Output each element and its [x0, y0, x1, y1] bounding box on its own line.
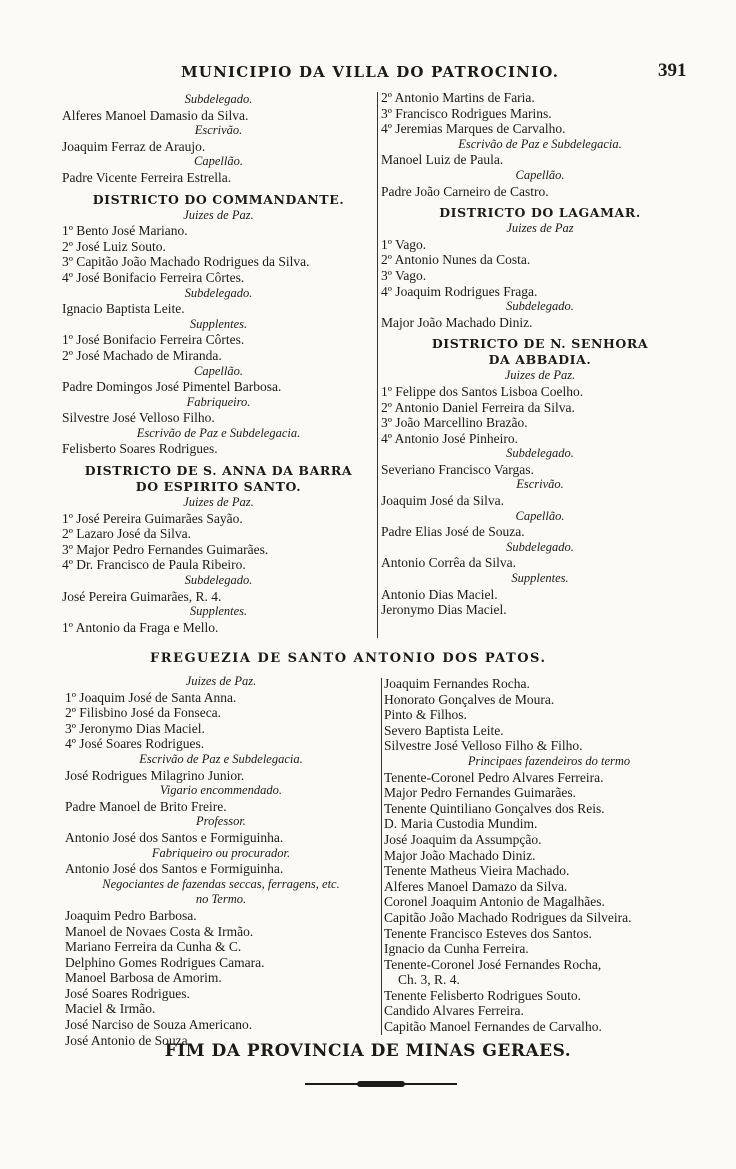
entry-line: José Joaquim da Assumpção.	[384, 831, 542, 847]
entry-line: 4º Jeremias Marques de Carvalho.	[381, 121, 566, 137]
entry-line: 1º José Pereira Guimarães Sayão.	[62, 510, 243, 526]
role-heading: Capellão.	[515, 508, 565, 523]
page-header	[0, 60, 736, 84]
entry-line: Capitão João Machado Rodrigues da Silveira.	[384, 909, 632, 925]
entry-line: Felisberto Soares Rodrigues.	[62, 441, 218, 457]
role-heading: Subdelegado.	[184, 92, 253, 106]
role-heading: Capellão.	[515, 167, 565, 182]
entry-line: Joaquim Pedro Barbosa.	[65, 907, 197, 923]
role-heading: Juizes de Paz.	[504, 368, 576, 383]
entry-line: Tenente-Coronel Pedro Alvares Ferreira.	[384, 769, 604, 785]
role-heading: Principaes fazendeiros do termo	[467, 753, 631, 768]
entry-line: 4º Joaquim Rodrigues Fraga.	[381, 283, 538, 299]
entry-line: Padre Vicente Ferreira Estrella.	[62, 169, 232, 185]
entry-line: Pinto & Filhos.	[384, 707, 467, 723]
entry-line: José Rodrigues Milagrino Junior.	[65, 767, 245, 783]
role-heading: Vigario encommendado.	[160, 783, 282, 798]
ornamental-rule	[305, 1081, 457, 1087]
page-number: 391	[658, 60, 687, 81]
entry-line: 3º João Marcellino Brazão.	[381, 415, 528, 431]
entry-line: Joaquim Fernandes Rocha.	[384, 676, 530, 691]
entry-line: Antonio Corrêa da Silva.	[381, 555, 516, 571]
district-heading: DISTRICTO DE N. SENHORA	[431, 336, 649, 352]
entry-line: 3º Capitão João Machado Rodrigues da Silva.	[62, 254, 310, 270]
role-heading: Supplentes.	[511, 571, 569, 586]
entry-line: Honorato Gonçalves de Moura.	[384, 691, 555, 707]
role-heading: Capellão.	[194, 363, 243, 378]
entry-line: Tenente Felisberto Rodrigues Souto.	[384, 987, 582, 1003]
entry-line: Antonio Dias Maciel.	[381, 586, 498, 602]
role-heading: Escrivão de Paz e Subdelegacia.	[139, 751, 303, 766]
role-heading: Fabriqueiro.	[186, 394, 251, 409]
entry-line: 3º Major Pedro Fernandes Guimarães.	[62, 541, 269, 557]
entry-line: Capitão Manoel Fernandes de Carvalho.	[384, 1019, 602, 1035]
entry-line: 4º José Soares Rodrigues.	[65, 736, 205, 752]
entry-line: José Antonio de Souza.	[65, 1032, 191, 1048]
entry-line: Manoel Barbosa de Amorim.	[65, 970, 222, 986]
entry-line: 3º Jeronymo Dias Maciel.	[65, 720, 205, 736]
entry-line: 3º Francisco Rodrigues Marins.	[381, 105, 552, 121]
entry-line: Mariano Ferreira da Cunha & C.	[65, 939, 242, 955]
entry-line: Delphino Gomes Rodrigues Camara.	[65, 954, 265, 970]
entry-line: José Pereira Guimarães, R. 4.	[62, 588, 222, 604]
entry-line: Major João Machado Diniz.	[381, 314, 533, 330]
entry-line: Antonio José dos Santos e Formiguinha.	[65, 829, 284, 845]
entry-line: 1º Vago.	[381, 236, 427, 252]
ornament-center	[357, 1081, 405, 1087]
entry-line: Alferes Manoel Damazo da Silva.	[384, 878, 568, 894]
entry-line: Manoel Luiz de Paula.	[381, 152, 504, 168]
entry-line: José Soares Rodrigues.	[65, 985, 190, 1001]
page-title: MUNICIPIO DA VILLA DO PATROCINIO.	[181, 63, 560, 81]
role-heading: Subdelegado.	[506, 539, 574, 554]
entry-line: 2º Antonio Nunes da Costa.	[381, 252, 531, 268]
role-heading: Capellão.	[194, 154, 243, 169]
entry-line: Candido Alvares Ferreira.	[384, 1003, 524, 1019]
entry-line: Padre João Carneiro de Castro.	[381, 183, 549, 199]
entry-line: Tenente-Coronel José Fernandes Rocha,	[384, 956, 602, 972]
role-heading: Subdelegado.	[506, 299, 574, 314]
column-divider	[381, 678, 382, 1035]
entry-line: D. Maria Custodia Mundim.	[384, 816, 538, 832]
role-heading: Escrivão de Paz e Subdelegacia.	[458, 136, 622, 151]
role-heading: Subdelegado.	[184, 285, 253, 300]
role-heading: Juizes de Paz	[506, 221, 574, 236]
role-heading: Supplentes.	[189, 316, 248, 331]
district-heading: DISTRICTO DO LAGAMAR.	[439, 205, 641, 221]
entry-line: 4º Dr. Francisco de Paula Ribeiro.	[62, 557, 246, 573]
entry-line: Severiano Francisco Vargas.	[381, 461, 534, 477]
entry-line: 1º Joaquim José de Santa Anna.	[65, 689, 237, 705]
entry-line: Coronel Joaquim Antonio de Magalhães.	[384, 894, 605, 910]
entry-line: 3º Vago.	[381, 267, 427, 283]
entry-line: Severo Baptista Leite.	[384, 722, 504, 738]
entry-line: Alferes Manoel Damasio da Silva.	[62, 107, 249, 123]
entry-line: Ch. 3, R. 4.	[398, 972, 460, 988]
entry-line: 2º José Machado de Miranda.	[62, 347, 222, 363]
entry-line: Jeronymo Dias Maciel.	[381, 602, 507, 618]
entry-line: Antonio José dos Santos e Formiguinha.	[65, 861, 284, 877]
district-heading: DA ABBADIA.	[488, 352, 592, 368]
entry-line: 2º Lazaro José da Silva.	[62, 526, 192, 542]
entry-line: 1º Bento José Mariano.	[62, 223, 188, 239]
entry-line: Tenente Matheus Vieira Machado.	[384, 863, 570, 879]
entry-line: Silvestre José Velloso Filho & Filho.	[384, 738, 583, 754]
role-heading: Juizes de Paz.	[183, 495, 254, 510]
entry-line: José Narciso de Souza Americano.	[65, 1017, 253, 1033]
role-heading: Escrivão.	[194, 123, 243, 138]
role-heading: Supplentes.	[189, 604, 248, 619]
left-column	[62, 92, 375, 635]
entry-line: 1º José Bonifacio Ferreira Côrtes.	[62, 332, 245, 348]
entry-line: Padre Manoel de Brito Freire.	[65, 798, 227, 814]
role-heading: Negociantes de fazendas seccas, ferragens, etc.	[102, 876, 340, 891]
district-heading: DISTRICTO DO COMMANDANTE.	[92, 191, 345, 207]
parish-left-column	[65, 674, 377, 1048]
entry-line: Tenente Francisco Esteves dos Santos.	[384, 925, 592, 941]
entry-line: Manoel de Novaes Costa & Irmão.	[65, 923, 254, 939]
entry-line: Tenente Quintiliano Gonçalves dos Reis.	[384, 800, 605, 816]
parish-title: FREGUEZIA DE SANTO ANTONIO DOS PATOS.	[150, 651, 547, 666]
entry-line: Padre Domingos José Pimentel Barbosa.	[62, 379, 282, 395]
role-heading: Escrivão.	[516, 477, 564, 492]
entry-line: 2º Antonio Martins de Faria.	[381, 90, 535, 105]
entry-line: Ignacio da Cunha Ferreira.	[384, 941, 529, 957]
entry-line: Joaquim José da Silva.	[381, 493, 504, 509]
entry-line: Ignacio Baptista Leite.	[62, 301, 185, 317]
role-heading: Professor.	[196, 814, 246, 829]
entry-line: 1º Antonio da Fraga e Mello.	[62, 619, 219, 635]
district-heading: DISTRICTO DE S. ANNA DA BARRA	[84, 463, 353, 479]
parish-right-column	[384, 676, 714, 1035]
entry-line: 2º José Luiz Souto.	[62, 238, 166, 254]
entry-line: 4º José Bonifacio Ferreira Côrtes.	[62, 269, 245, 285]
entry-line: Major Pedro Fernandes Guimarães.	[384, 785, 576, 801]
entry-line: Major João Machado Diniz.	[384, 847, 536, 863]
role-heading: Fabriqueiro ou procurador.	[151, 845, 291, 860]
entry-line: 4º Antonio José Pinheiro.	[381, 430, 518, 446]
role-heading: Juizes de Paz.	[183, 207, 254, 222]
entry-line: Silvestre José Velloso Filho.	[62, 410, 215, 426]
end-of-province-title: FIM DA PROVINCIA DE MINAS GERAES.	[164, 1041, 572, 1061]
role-heading: Juizes de Paz.	[185, 674, 257, 688]
role-heading: no Termo.	[195, 892, 247, 907]
entry-line: Maciel & Irmão.	[65, 1001, 156, 1017]
entry-line: 2º Filisbino José da Fonseca.	[65, 705, 222, 721]
column-divider	[377, 92, 378, 638]
entry-line: Padre Elias José de Souza.	[381, 524, 525, 540]
entry-line: 1º Felippe dos Santos Lisboa Coelho.	[381, 383, 584, 399]
role-heading: Escrivão de Paz e Subdelegacia.	[136, 425, 301, 440]
entry-line: 2º Antonio Daniel Ferreira da Silva.	[381, 399, 575, 415]
role-heading: Subdelegado.	[506, 446, 574, 461]
right-column	[381, 90, 699, 618]
role-heading: Subdelegado.	[184, 573, 253, 588]
district-heading: DO ESPIRITO SANTO.	[135, 479, 302, 495]
entry-line: Joaquim Ferraz de Araujo.	[62, 138, 206, 154]
